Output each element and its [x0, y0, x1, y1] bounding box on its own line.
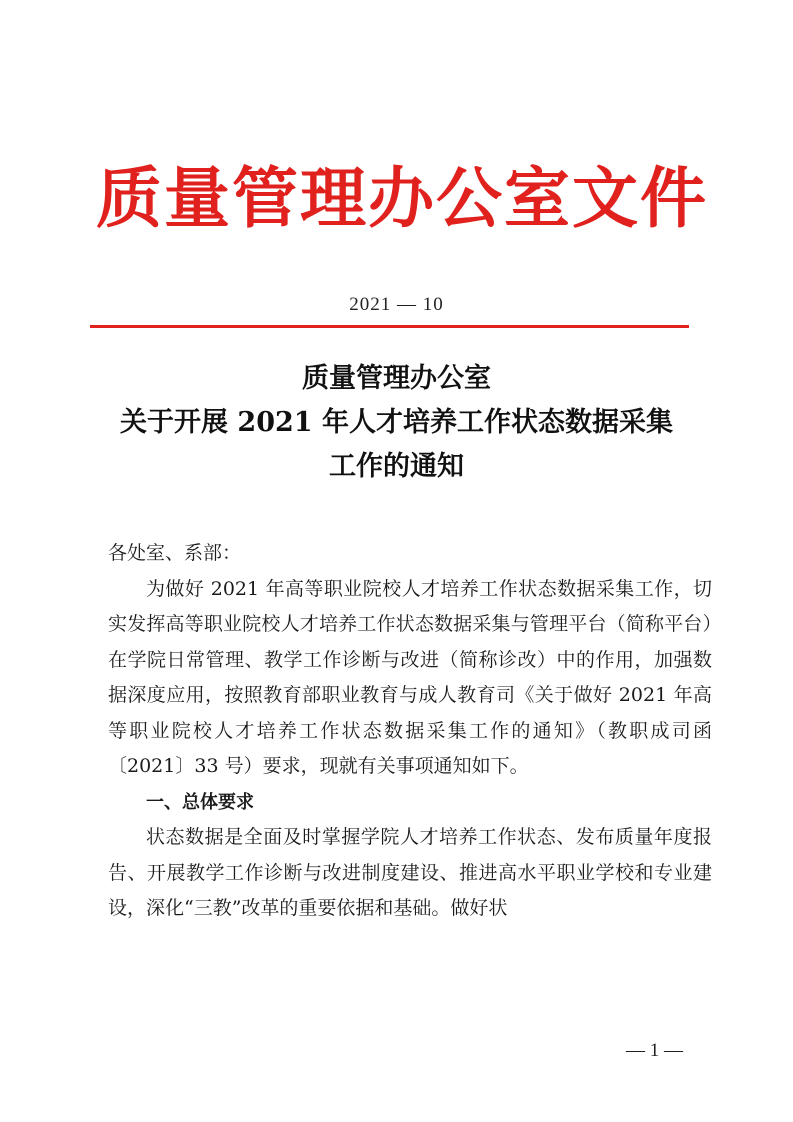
body-paragraph: 为做好 2021 年高等职业院校人才培养工作状态数据采集工作，切实发挥高等职业院校人才培养工作状态数据采集与管理平台（简称平台）在学院日常管理、教学工作诊断与改进（简称诊改）中的作用，加强数据深度应用，按照教育部职业教育与成人教育司《关于做好 2021 年高等职业院校人才培养工作状态数据采集工作的通知》（教职成司函〔2021〕33 号）要求，现就有关事项通知如下。: [108, 577, 712, 777]
section-heading: 一、总体要求: [146, 791, 254, 813]
header-char: 文: [572, 159, 638, 237]
red-divider: [90, 325, 689, 328]
header-char: 件: [640, 159, 706, 237]
notice-title-line: 工作的通知: [329, 451, 464, 482]
notice-title-line: 质量管理办公室: [302, 363, 491, 394]
notice-title: [60, 357, 733, 489]
header-char: 管: [232, 159, 298, 237]
salutation: 各处室、系部：: [108, 542, 242, 564]
header-char: 公: [436, 159, 502, 237]
document-header-title: [96, 150, 706, 246]
notice-title-line: 关于开展 2021 年人才培养工作状态数据采集: [120, 407, 673, 438]
page-number: — 1 —: [626, 1040, 683, 1061]
header-char: 室: [504, 159, 570, 237]
body-paragraph: 状态数据是全面及时掌握学院人才培养工作状态、发布质量年度报告、开展教学工作诊断与改进制度建设、推进高水平职业学校和专业建设，深化“三教”改革的重要依据和基础。做好状: [108, 826, 712, 919]
header-char: 理: [300, 159, 366, 237]
header-char: 办: [368, 159, 434, 237]
header-char: 量: [164, 159, 230, 237]
header-char: 质: [96, 159, 162, 237]
document-body: [108, 536, 712, 927]
document-number: 2021 — 10: [349, 294, 444, 315]
